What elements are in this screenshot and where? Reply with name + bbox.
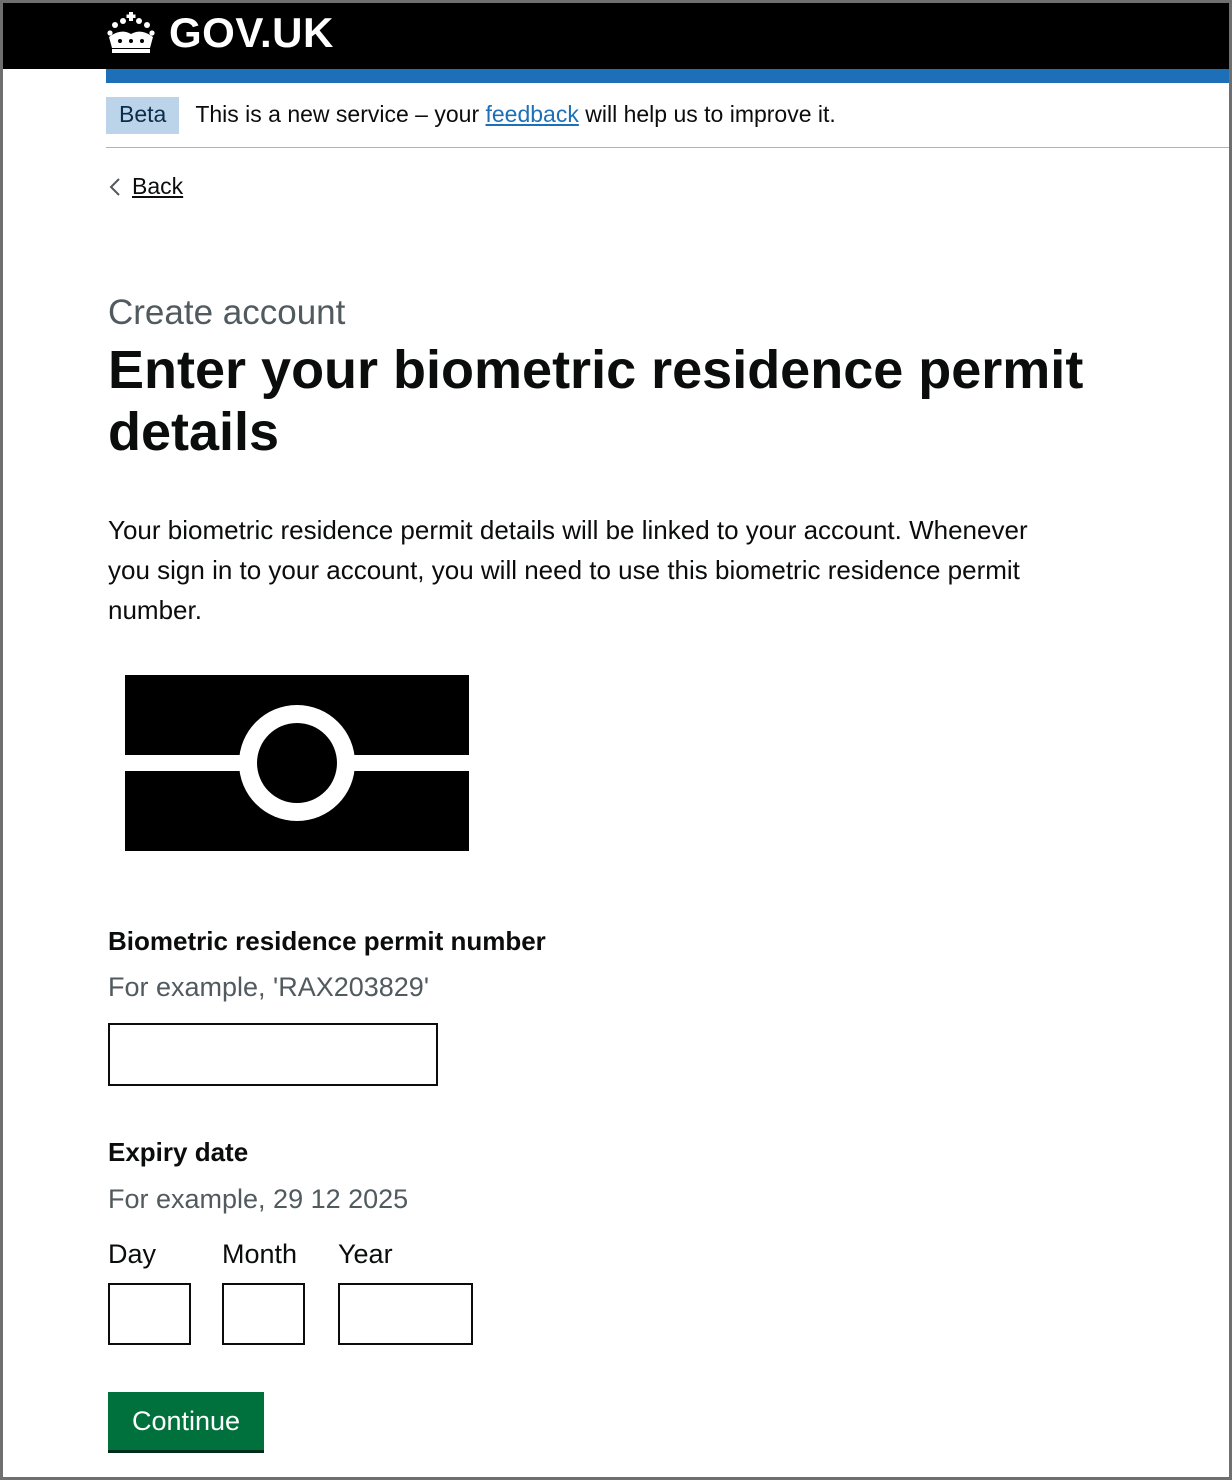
brp-number-label: Biometric residence permit number xyxy=(108,926,546,956)
phase-banner-text xyxy=(195,101,835,128)
day-input[interactable] xyxy=(108,1283,191,1345)
intro-paragraph: Your biometric residence permit details will be linked to your account. Whenever you sign in to your account, you will need to use this biometric residence permit number. xyxy=(108,515,1028,625)
crown-icon xyxy=(105,11,157,55)
expiry-date-label: Expiry date xyxy=(108,1137,249,1167)
phase-tag: Beta xyxy=(106,97,179,134)
phase-text-before: This is a new service – your xyxy=(195,101,480,127)
biometric-chip-icon xyxy=(125,675,469,851)
page-caption: Create account xyxy=(108,293,346,332)
feedback-link[interactable]: feedback xyxy=(485,101,579,127)
header-accent-bar xyxy=(106,69,1229,83)
page-title: Enter your biometric residence permit details xyxy=(108,340,1084,462)
month-label: Month xyxy=(222,1239,298,1269)
brp-number-input[interactable] xyxy=(108,1023,438,1086)
chevron-left-icon xyxy=(108,178,122,196)
back-link-label: Back xyxy=(132,173,184,199)
govuk-logo-link[interactable] xyxy=(105,5,334,61)
year-label: Year xyxy=(338,1239,393,1269)
continue-button[interactable]: Continue xyxy=(108,1392,264,1450)
phase-banner xyxy=(106,95,1229,148)
brp-number-hint: For example, 'RAX203829' xyxy=(108,972,429,1002)
day-label: Day xyxy=(108,1239,157,1269)
phase-text-after: will help us to improve it. xyxy=(585,101,836,127)
expiry-date-hint: For example, 29 12 2025 xyxy=(108,1184,409,1214)
year-input[interactable] xyxy=(338,1283,473,1345)
month-input[interactable] xyxy=(222,1283,305,1345)
back-link[interactable] xyxy=(108,173,183,200)
govuk-header xyxy=(3,3,1229,69)
govuk-logo-text: GOV.UK xyxy=(169,9,334,56)
